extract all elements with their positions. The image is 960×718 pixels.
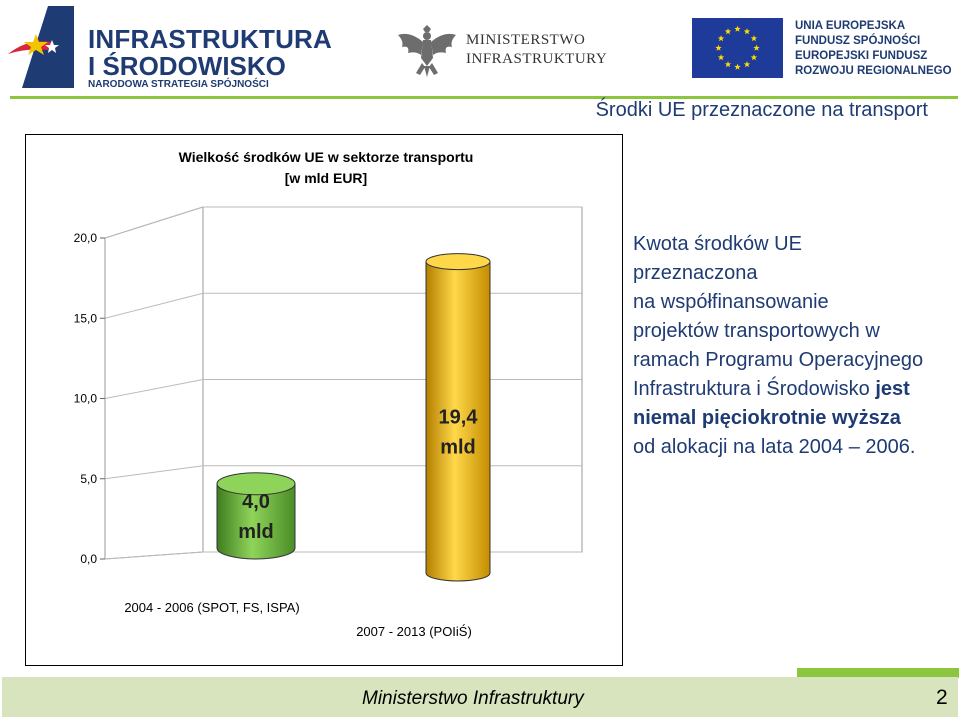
ministry-logo-line2: INFRASTRUKTURY xyxy=(466,51,608,67)
description-line4: projektów transportowych w xyxy=(633,320,880,342)
footer-ministry-name: Ministerstwo Infrastruktury xyxy=(362,688,584,709)
y-tick-label: 20,0 xyxy=(73,231,97,245)
bar-unit-label: mld xyxy=(238,521,274,544)
description-line7-emphasis: niemal pięciokrotnie wyższa xyxy=(633,407,901,429)
gridline-side xyxy=(105,552,203,559)
gridline-side xyxy=(105,380,203,399)
eu-logo-line3: EUROPEJSKI FUNDUSZ xyxy=(795,50,928,62)
chart-title-line2: [w mld EUR] xyxy=(284,170,368,186)
eu-flag-icon xyxy=(692,18,783,78)
y-tick-label: 5,0 xyxy=(80,471,97,486)
description-line2: przeznaczona xyxy=(633,262,758,284)
gridline-side xyxy=(105,293,203,318)
polish-eagle-emblem-icon xyxy=(396,21,458,79)
fe-logo-line3: NARODOWA STRATEGIA SPÓJNOŚCI xyxy=(88,79,269,90)
fe-logo-line1: INFRASTRUKTURA xyxy=(88,24,332,54)
bar-unit-label: mld xyxy=(440,436,476,459)
chart-frame xyxy=(25,134,623,666)
description-line8: od alokacji na lata 2004 – 2006. xyxy=(633,436,916,458)
bar-value-label: 4,0 xyxy=(242,491,270,514)
eu-logo-line4: ROZWOJU REGIONALNEGO xyxy=(795,65,952,77)
description-line6: Infrastruktura i Środowisko xyxy=(633,378,876,400)
side-wall-edge xyxy=(105,238,203,559)
x-category-label: 2007 - 2013 (POIiŚ) xyxy=(356,624,472,639)
y-tick-label: 15,0 xyxy=(73,311,97,326)
eu-logo-line2: FUNDUSZ SPÓJNOŚCI xyxy=(795,35,921,47)
description-line1: Kwota środków UE xyxy=(633,233,802,255)
eu-logo-line1: UNIA EUROPEJSKA xyxy=(795,20,906,32)
description-text xyxy=(633,230,953,462)
y-tick-label: 10,0 xyxy=(73,391,97,406)
ministry-logo-line1: MINISTERSTWO xyxy=(466,32,586,48)
y-tick-label: 0,0 xyxy=(80,552,97,566)
fundusze-europejskie-logo-icon xyxy=(8,4,78,90)
bar-top xyxy=(426,254,490,270)
description-line6-emphasis: jest xyxy=(875,378,910,400)
gridline-side xyxy=(105,466,203,479)
page-number: 2 xyxy=(936,686,948,709)
slide-title: Środki UE przeznaczone na transport xyxy=(595,99,928,121)
bar-value-label: 19,4 xyxy=(438,406,478,429)
description-line5: ramach Programu Operacyjnego xyxy=(633,349,924,371)
x-category-label: 2004 - 2006 (SPOT, FS, ISPA) xyxy=(124,600,300,615)
description-line3: na współfinansowanie xyxy=(633,291,829,313)
gridline-side xyxy=(105,207,203,238)
bar-chart xyxy=(26,135,624,667)
chart-title-line1: Wielkość środków UE w sektorze transportu xyxy=(178,149,474,165)
fe-logo-line2: I ŚRODOWISKO xyxy=(88,51,286,81)
